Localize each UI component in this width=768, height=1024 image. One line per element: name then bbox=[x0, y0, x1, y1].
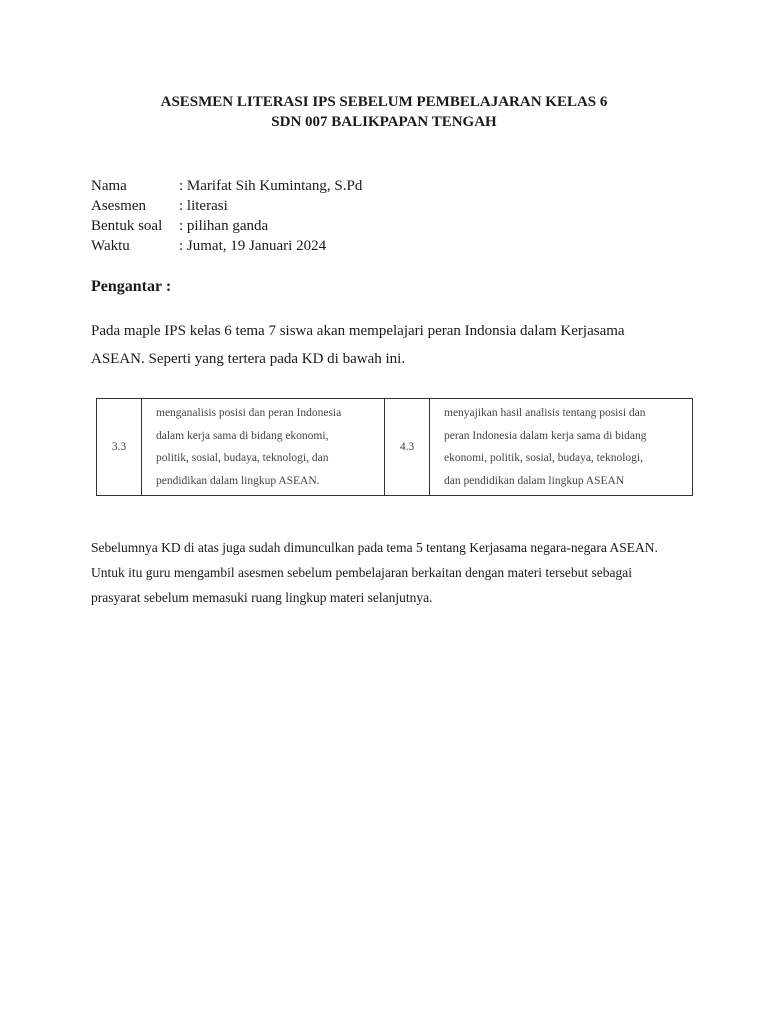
section-heading: Pengantar : bbox=[91, 278, 172, 295]
info-row-waktu bbox=[91, 236, 362, 256]
intro-paragraph bbox=[91, 317, 691, 373]
info-label: Bentuk soal bbox=[91, 218, 163, 234]
paragraph-line: Sebelumnya KD di atas juga sudah dimunculkan pada tema 5 tentang Kerjasama negara-negara ASEAN. bbox=[91, 540, 658, 555]
kd-code: 4.3 bbox=[385, 399, 430, 496]
school-name: SDN 007 BALIKPAPAN TENGAH bbox=[271, 114, 497, 130]
document-title: ASESMEN LITERASI IPS SEBELUM PEMBELAJARAN KELAS 6 bbox=[160, 94, 608, 110]
info-value: : Marifat Sih Kumintang, S.Pd bbox=[179, 178, 363, 194]
paragraph-line: prasyarat sebelum memasuki ruang lingkup materi selanjutnya. bbox=[91, 590, 433, 605]
info-row-nama bbox=[91, 176, 362, 196]
info-value: : literasi bbox=[179, 198, 228, 214]
kd-description-line: dalam kerja sama di bidang ekonomi, bbox=[156, 429, 329, 442]
info-value: : pilihan ganda bbox=[179, 218, 269, 234]
kd-description-line: menganalisis posisi dan peran Indonesia bbox=[156, 407, 342, 419]
kd-table bbox=[96, 398, 693, 496]
kd-description-line: dan pendidikan dalam lingkup ASEAN bbox=[444, 474, 625, 487]
intro-line: Pada maple IPS kelas 6 tema 7 siswa akan mempelajari peran Indonsia dalam Kerjasama bbox=[91, 323, 625, 339]
kd-description-line: politik, sosial, budaya, teknologi, dan bbox=[156, 452, 329, 464]
info-label: Nama bbox=[91, 178, 127, 194]
table-row bbox=[97, 399, 693, 496]
kd-description-line: menyajikan hasil analisis tentang posisi dan bbox=[444, 407, 646, 419]
intro-line: ASEAN. Seperti yang tertera pada KD di bawah ini. bbox=[91, 351, 406, 367]
kd-description bbox=[430, 399, 693, 496]
info-value: : Jumat, 19 Januari 2024 bbox=[179, 238, 327, 254]
info-row-bentuk-soal bbox=[91, 216, 362, 236]
kd-description-line: pendidikan dalam lingkup ASEAN. bbox=[156, 474, 320, 487]
info-label: Asesmen bbox=[91, 198, 146, 214]
kd-description bbox=[142, 399, 385, 496]
kd-description-line: ekonomi, politik, sosial, budaya, teknologi, bbox=[444, 452, 643, 464]
info-block bbox=[91, 176, 362, 256]
kd-description-line: peran Indonesia dalam kerja sama di bidang bbox=[444, 429, 647, 442]
paragraph-line: Untuk itu guru mengambil asesmen sebelum pembelajaran berkaitan dengan materi tersebut sebagai bbox=[91, 565, 632, 580]
info-row-asesmen bbox=[91, 196, 362, 216]
body-paragraph bbox=[91, 535, 691, 610]
info-label: Waktu bbox=[91, 238, 130, 254]
kd-code: 3.3 bbox=[97, 399, 142, 496]
